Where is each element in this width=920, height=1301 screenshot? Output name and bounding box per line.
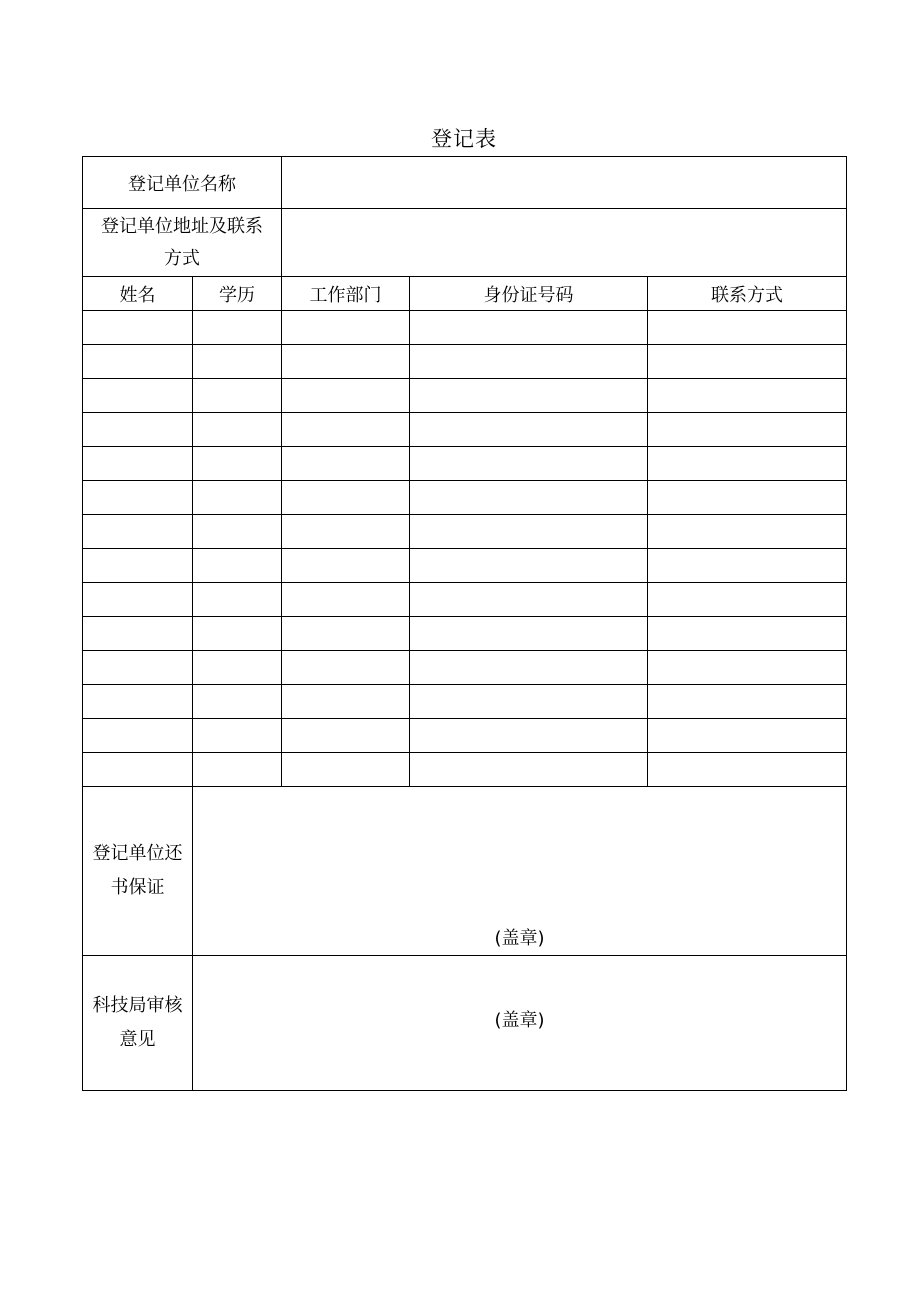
cell-contact[interactable] [648,549,847,583]
review-row [83,956,847,1091]
table-row [83,719,847,753]
table-row [83,447,847,481]
cell-department[interactable] [282,685,410,719]
cell-name[interactable] [83,379,193,413]
cell-education[interactable] [193,549,282,583]
guarantee-row [83,787,847,956]
cell-contact[interactable] [648,617,847,651]
unit-address-field[interactable] [282,209,847,277]
cell-contact[interactable] [648,311,847,345]
table-row [83,617,847,651]
unit-name-field[interactable] [282,157,847,209]
cell-education[interactable] [193,651,282,685]
cell-education[interactable] [193,685,282,719]
cell-education[interactable] [193,515,282,549]
column-header-id-number: 身份证号码 [410,277,648,311]
cell-id-number[interactable] [410,685,648,719]
review-label [83,956,193,1091]
cell-education[interactable] [193,719,282,753]
table-row [83,651,847,685]
cell-department[interactable] [282,447,410,481]
unit-address-row [83,209,847,277]
cell-department[interactable] [282,345,410,379]
cell-name[interactable] [83,413,193,447]
table-row [83,549,847,583]
cell-name[interactable] [83,549,193,583]
cell-contact[interactable] [648,447,847,481]
registration-table [82,156,847,1091]
review-label-line1: 科技局审核 [92,995,183,1016]
unit-name-label [83,157,282,209]
cell-id-number[interactable] [410,481,648,515]
table-body [83,157,847,1091]
column-header-row [83,277,847,311]
cell-id-number[interactable] [410,413,648,447]
column-header-education: 学历 [193,277,282,311]
cell-contact[interactable] [648,379,847,413]
cell-contact[interactable] [648,651,847,685]
table-row [83,413,847,447]
review-field[interactable] [193,956,847,1091]
review-label-line2: 意见 [119,1029,156,1050]
cell-id-number[interactable] [410,311,648,345]
cell-contact[interactable] [648,685,847,719]
cell-id-number[interactable] [410,617,648,651]
unit-name-row [83,157,847,209]
cell-department[interactable] [282,311,410,345]
cell-department[interactable] [282,583,410,617]
guarantee-field[interactable] [193,787,847,956]
cell-department[interactable] [282,481,410,515]
table-row [83,753,847,787]
cell-id-number[interactable] [410,515,648,549]
unit-address-label-line1: 登记单位地址及联系 [101,215,263,237]
cell-id-number[interactable] [410,345,648,379]
cell-education[interactable] [193,753,282,787]
cell-name[interactable] [83,345,193,379]
cell-contact[interactable] [648,515,847,549]
cell-department[interactable] [282,753,410,787]
cell-id-number[interactable] [410,753,648,787]
cell-name[interactable] [83,447,193,481]
table-row [83,345,847,379]
cell-contact[interactable] [648,753,847,787]
cell-id-number[interactable] [410,583,648,617]
cell-education[interactable] [193,447,282,481]
guarantee-label [83,787,193,956]
cell-name[interactable] [83,481,193,515]
cell-education[interactable] [193,481,282,515]
cell-contact[interactable] [648,583,847,617]
cell-education[interactable] [193,413,282,447]
column-header-name: 姓名 [83,277,193,311]
table-row [83,515,847,549]
table-row [83,311,847,345]
cell-name[interactable] [83,651,193,685]
table-row [83,379,847,413]
cell-contact[interactable] [648,481,847,515]
cell-id-number[interactable] [410,651,648,685]
cell-name[interactable] [83,753,193,787]
cell-name[interactable] [83,719,193,753]
guarantee-seal: (盖章) [494,928,545,949]
page-title: 登记表 [431,127,497,151]
cell-department[interactable] [282,379,410,413]
column-header-department: 工作部门 [282,277,410,311]
cell-department[interactable] [282,719,410,753]
table-row [83,685,847,719]
cell-department[interactable] [282,651,410,685]
cell-contact[interactable] [648,719,847,753]
unit-name-label-text: 登记单位名称 [128,173,236,195]
review-seal: (盖章) [494,1010,545,1031]
cell-education[interactable] [193,311,282,345]
table-row [83,583,847,617]
guarantee-label-line1: 登记单位还 [92,843,183,864]
cell-department[interactable] [282,549,410,583]
cell-name[interactable] [83,311,193,345]
cell-id-number[interactable] [410,719,648,753]
cell-name[interactable] [83,583,193,617]
cell-name[interactable] [83,685,193,719]
cell-id-number[interactable] [410,379,648,413]
cell-contact[interactable] [648,345,847,379]
cell-id-number[interactable] [410,447,648,481]
cell-department[interactable] [282,617,410,651]
cell-education[interactable] [193,617,282,651]
cell-education[interactable] [193,583,282,617]
unit-address-label-line2: 方式 [164,247,200,269]
cell-id-number[interactable] [410,549,648,583]
cell-education[interactable] [193,345,282,379]
cell-contact[interactable] [648,413,847,447]
cell-name[interactable] [83,515,193,549]
cell-department[interactable] [282,515,410,549]
guarantee-label-line2: 书保证 [110,877,165,898]
unit-address-label [83,209,282,277]
table-row [83,481,847,515]
cell-department[interactable] [282,413,410,447]
cell-name[interactable] [83,617,193,651]
cell-education[interactable] [193,379,282,413]
column-header-contact: 联系方式 [648,277,847,311]
